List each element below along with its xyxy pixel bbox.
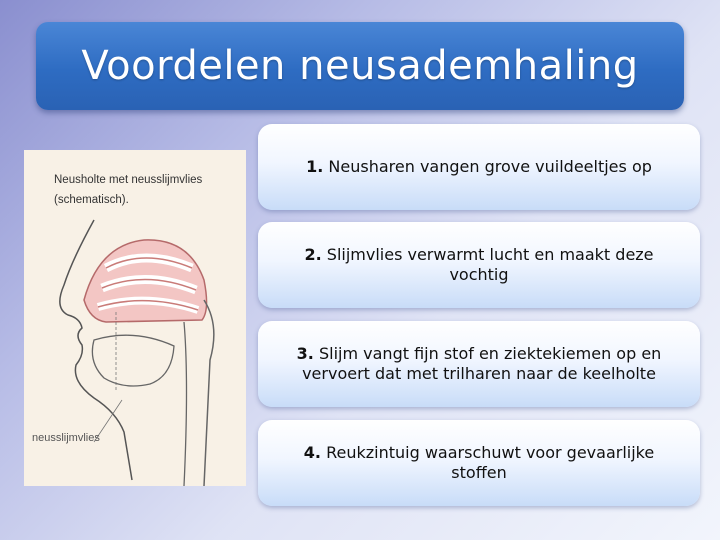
benefit-number: 4. — [303, 443, 321, 462]
figure-caption-line2: (schematisch). — [54, 194, 129, 206]
benefit-text: Reukzintuig waarschuwt voor gevaarlijke stoffen — [326, 443, 655, 482]
benefit-text: Slijm vangt fijn stof en ziektekiemen op en vervoert dat met trilharen naar de keelholte — [302, 344, 662, 383]
nasal-cavity-illustration — [24, 150, 246, 486]
figure-caption-line1: Neusholte met neusslijmvlies — [54, 174, 203, 186]
benefit-box-2 — [258, 222, 700, 308]
benefit-text: Neusharen vangen grove vuildeeltjes op — [328, 157, 652, 176]
slide-title: Voordelen neusademhaling — [81, 43, 639, 89]
figure-caption — [54, 170, 202, 210]
benefit-box-3 — [258, 321, 700, 407]
figure-label-neusslijmvlies: neusslijmvlies — [32, 432, 100, 444]
benefit-box-1 — [258, 124, 700, 210]
benefit-box-4 — [258, 420, 700, 506]
title-banner — [36, 22, 684, 110]
benefit-number: 1. — [306, 157, 324, 176]
benefit-number: 2. — [304, 245, 322, 264]
benefit-text: Slijmvlies verwarmt lucht en maakt deze vochtig — [326, 245, 654, 284]
benefit-number: 3. — [296, 344, 314, 363]
